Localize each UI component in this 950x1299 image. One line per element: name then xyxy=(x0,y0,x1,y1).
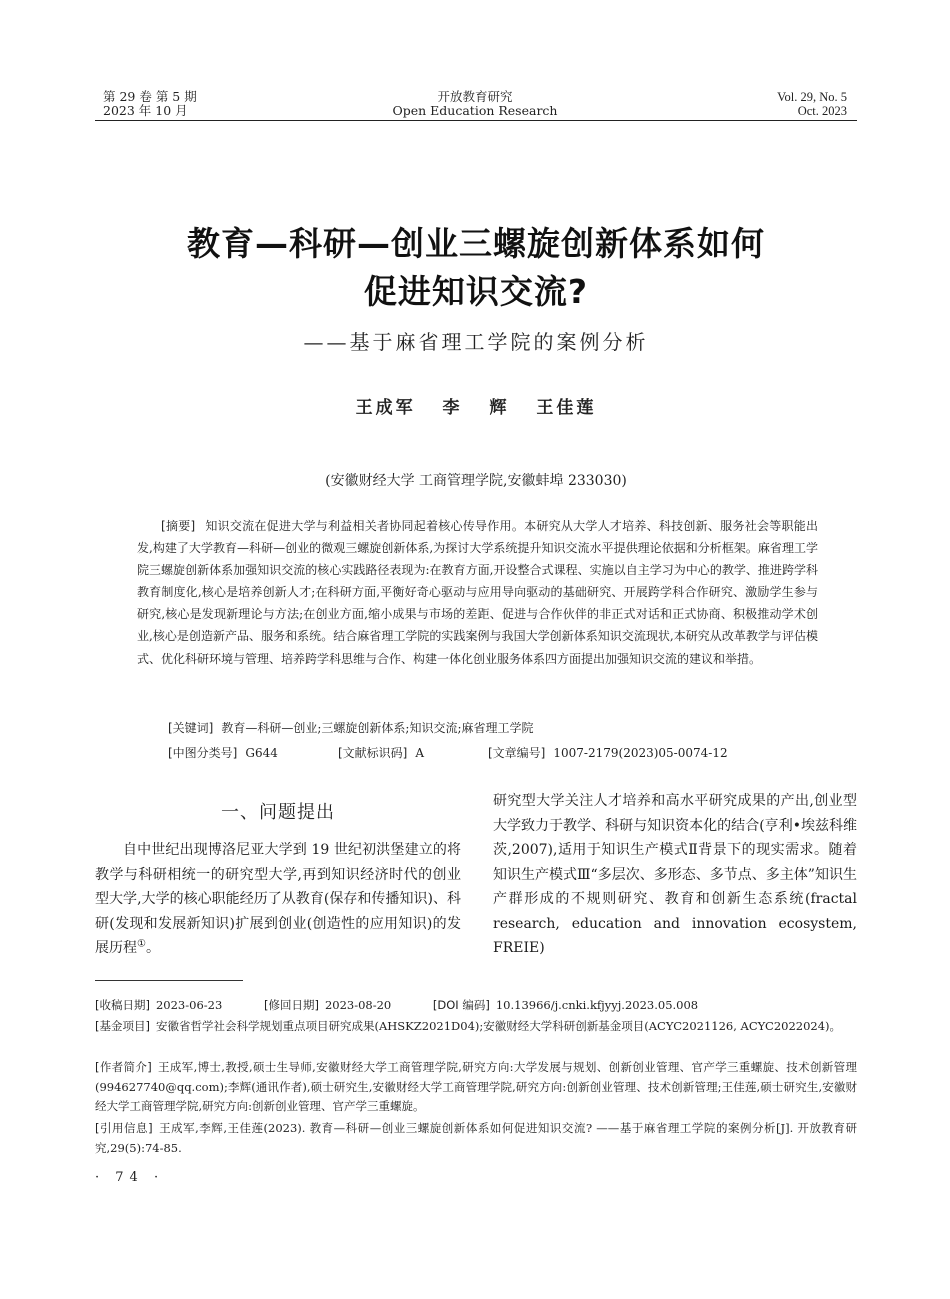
date-en: Oct. 2023 xyxy=(797,104,847,118)
document-code xyxy=(338,744,424,761)
revised-value: 2023-08-20 xyxy=(324,998,392,1012)
clc-number xyxy=(168,744,278,761)
keywords-text: 教育—科研—创业;三螺旋创新体系;知识交流;麻省理工学院 xyxy=(221,721,534,735)
article-number-value: 1007-2179(2023)05-0074-12 xyxy=(553,746,728,760)
clc-label: [中图分类号] xyxy=(168,746,238,760)
body-paragraph-right: 研究型大学关注人才培养和高水平研究成果的产出,创业型大学致力于教学、科研与知识资本化的结合(亨利•埃兹科维茨,2007),适用于知识生产模式Ⅱ背景下的现实需求。随着知识生产模式Ⅲ“多层次、多形态、多节点、多主体”知识生产群形成的不规则研究、教育和创新生态系统(fractal research, education and innovation ecosystem, FREIE) xyxy=(493,793,857,956)
keywords xyxy=(168,719,828,736)
volume-en: Vol. 29, No. 5 xyxy=(777,90,847,104)
running-header-center xyxy=(325,90,625,118)
dates-and-doi xyxy=(95,996,857,1016)
author-info xyxy=(95,1058,857,1117)
author-list xyxy=(95,393,857,418)
revised-date xyxy=(264,996,391,1016)
article-title-line-1: 教育—科研—创业三螺旋创新体系如何 xyxy=(187,224,765,263)
date-cn: 2023 年 10 月 xyxy=(103,103,188,118)
article-number-label: [文章编号] xyxy=(488,746,546,760)
section-heading: 一、问题提出 xyxy=(221,802,335,823)
running-header-right xyxy=(645,90,847,118)
keywords-label: [关键词] xyxy=(168,721,214,735)
citation-info xyxy=(95,1119,857,1158)
citation-label: [引用信息] xyxy=(95,1121,153,1135)
abstract-text: 知识交流在促进大学与利益相关者协同起着核心传导作用。本研究从大学人才培养、科技创新、服务社会等职能出发,构建了大学教育—科研—创业的微观三螺旋创新体系,为探讨大学系统提升知识交流水平提供理论依据和分析框架。麻省理工学院三螺旋创新体系加强知识交流的核心实践路径表现为:在教育方面,开设整合式课程、实施以自主学习为中心的教学、推进跨学科教育制度化,核心是培养创新人才;在科研方面,平衡好奇心驱动与应用导向驱动的基础研究、开展跨学科合作研究、激励学生参与研究,核心是发现新理论与方法;在创业方面,缩小成果与市场的差距、促进与合作伙伴的非正式对话和正式协商、积极推动学术创业,核心是创造新产品、服务和系统。结合麻省理工学院的实践案例与我国大学创新体系知识交流现状,本研究从改革教学与评估模式、优化科研环境与管理、培养跨学科思维与合作、构建一体化创业服务体系四方面提出加强知识交流的建议和举措。 xyxy=(137,519,818,666)
doi-value: 10.13966/j.cnki.kfjyyj.2023.05.008 xyxy=(495,998,699,1012)
article-title-line-2: 促进知识交流? xyxy=(363,272,589,311)
fund-label: [基金项目] xyxy=(95,1019,150,1033)
received-date xyxy=(95,996,222,1016)
left-paragraph-text: 自中世纪出现博洛尼亚大学到 19 世纪初洪堡建立的将教学与科研相统一的研究型大学,再到知识经济时代的创业型大学,大学的核心职能经历了从教育(保存和传播知识)、科研(发现和发展新知识)扩展到创业(创造性的应用知识)的发展历程 xyxy=(95,842,461,956)
article-number xyxy=(488,744,728,761)
volume-issue: 第 29 卷 第 5 期 xyxy=(103,89,197,104)
doi-label: [DOI 编码] xyxy=(432,998,490,1012)
footnote-rule xyxy=(95,980,243,981)
page-number: · 74 · xyxy=(95,1170,165,1185)
running-header-left xyxy=(103,90,303,118)
author-info-text: 王成军,博士,教授,硕士生导师,安徽财经大学工商管理学院,研究方向:大学发展与规划、创新创业管理、官产学三重螺旋、技术创新管理(994627740@qq.com);李辉(通讯作者),硕士研究生,安徽财经大学工商管理学院,研究方向:创新创业管理、技术创新管理;王佳莲,硕士研究生,安徽财经大学工商管理学院,研究方向:创新创业管理、官产学三重螺旋。 xyxy=(95,1060,857,1113)
left-paragraph-end: 。 xyxy=(145,940,160,956)
header-rule xyxy=(95,120,857,121)
doi xyxy=(433,996,698,1016)
fund-text: 安徽省哲学社会科学规划重点项目研究成果(AHSKZ2021D04);安徽财经大学科研创新基金项目(ACYC2021126, ACYC2022024)。 xyxy=(155,1019,842,1033)
clc-value: G644 xyxy=(245,746,278,760)
author-3: 王佳莲 xyxy=(536,398,597,418)
footnote-reference[interactable]: ① xyxy=(137,938,146,950)
document-code-label: [文献标识码] xyxy=(338,746,408,760)
document-code-value: A xyxy=(415,746,425,760)
received-label: [收稿日期] xyxy=(95,998,150,1012)
affiliation: (安徽财经大学 工商管理学院,安徽蚌埠 233030) xyxy=(325,473,627,489)
author-2: 李 辉 xyxy=(442,398,510,418)
author-1: 王成军 xyxy=(355,398,416,418)
article-subtitle: ——基于麻省理工学院的案例分析 xyxy=(303,330,649,354)
received-value: 2023-06-23 xyxy=(155,998,223,1012)
body-paragraph-left xyxy=(95,838,461,961)
author-info-label: [作者简介] xyxy=(95,1060,152,1074)
revised-label: [修回日期] xyxy=(263,998,319,1012)
journal-name-en: Open Education Research xyxy=(392,103,558,118)
fund-info xyxy=(95,1017,857,1037)
abstract xyxy=(137,515,818,670)
citation-text: 王成军,李辉,王佳莲(2023). 教育—科研—创业三螺旋创新体系如何促进知识交流? ——基于麻省理工学院的案例分析[J]. 开放教育研究,29(5):74-85. xyxy=(95,1121,857,1155)
journal-name-cn: 开放教育研究 xyxy=(437,89,513,104)
abstract-label: [摘要] xyxy=(161,519,196,533)
